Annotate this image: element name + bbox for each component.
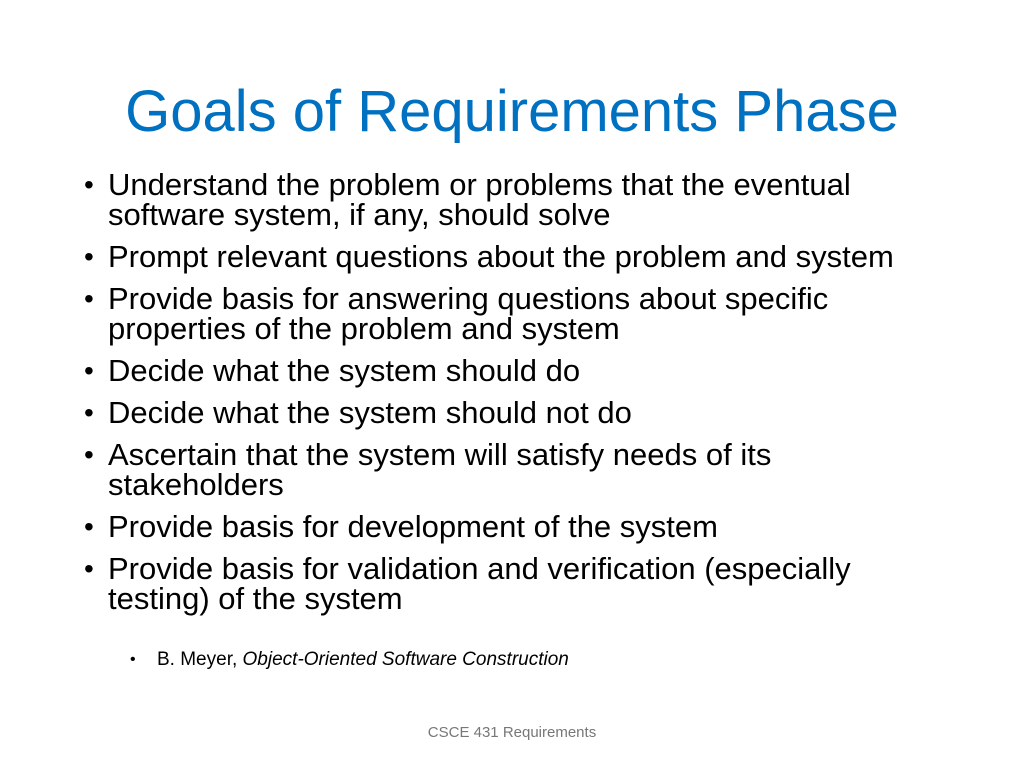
bullet-item (84, 395, 944, 430)
bullet-text: Understand the problem or problems that the eventual software system, if any, should solve (108, 167, 851, 232)
bullet-dot-icon: • (84, 283, 94, 314)
bullet-item (84, 167, 944, 232)
slide-footer: CSCE 431 Requirements (427, 724, 597, 741)
bullet-text: Provide basis for validation and verification (especially testing) of the system (108, 551, 851, 616)
bullet-item (84, 353, 944, 388)
bullet-dot-icon: • (84, 355, 94, 386)
bullet-list (84, 167, 944, 626)
bullet-item (84, 437, 944, 502)
bullet-item (84, 509, 944, 544)
bullet-item (84, 239, 944, 274)
bullet-text: Decide what the system should not do (108, 395, 632, 430)
sub-bullet-list (130, 648, 569, 672)
bullet-dot-icon: • (84, 241, 94, 272)
bullet-dot-icon: • (84, 553, 94, 584)
bullet-text: Prompt relevant questions about the problem and system (108, 239, 894, 274)
reference-item (130, 648, 569, 672)
bullet-item (84, 281, 944, 346)
bullet-dot-icon: • (84, 397, 94, 428)
bullet-dot-icon: • (84, 511, 94, 542)
bullet-text: Provide basis for answering questions about specific properties of the problem and system (108, 281, 829, 346)
bullet-text: Provide basis for development of the system (108, 509, 718, 544)
reference-book-title: Object-Oriented Software Construction (242, 649, 569, 670)
bullet-dot-icon: • (84, 439, 94, 470)
bullet-text: Ascertain that the system will satisfy needs of its stakeholders (108, 437, 772, 502)
bullet-text: Decide what the system should do (108, 353, 581, 388)
slide-title: Goals of Requirements Phase (125, 79, 899, 144)
bullet-dot-icon: • (84, 169, 94, 200)
reference-author: B. Meyer, (157, 649, 243, 670)
sub-bullet-dot-icon: • (130, 651, 136, 668)
bullet-item (84, 551, 944, 616)
